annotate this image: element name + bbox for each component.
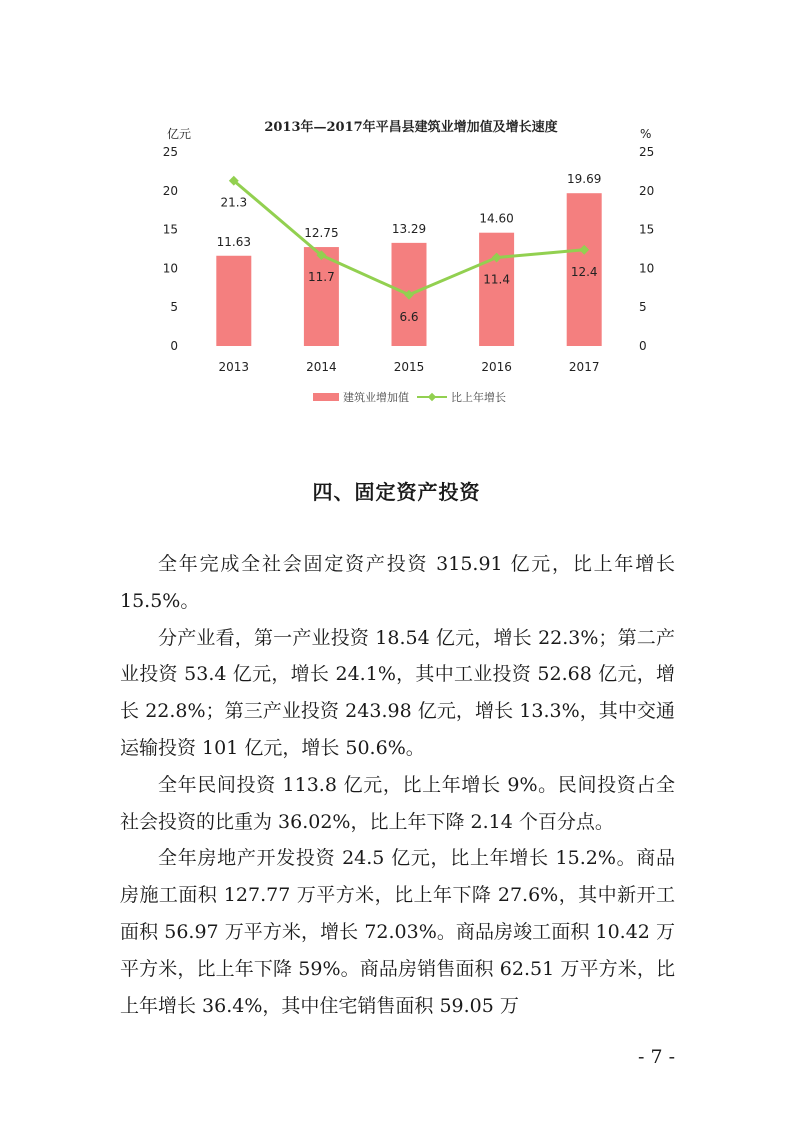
x-tick-label: 2017 <box>568 360 600 374</box>
chart <box>0 0 793 420</box>
x-axis-labels <box>219 360 600 374</box>
paragraph: 全年房地产开发投资 24.5 亿元，比上年增长 15.2%。商品房施工面积 127.77 万平方米，比上年下降 27.6%，其中新开工面积 56.97 万平方米，增长 72.03%。商品房竣工面积 10.42 万平方米，比上年下降 59%。商品房销售面积 62.51 万平方米，比上年增长 36.4%，其中住宅销售面积 59.05 万 <box>120 847 675 1017</box>
line-value-label: 12.4 <box>570 264 598 279</box>
bar-value-label: 19.69 <box>567 172 602 187</box>
right-tick-label: 10 <box>639 261 655 276</box>
left-tick-label: 20 <box>162 183 178 198</box>
bar-value-labels <box>217 172 602 249</box>
chart-title: 2013年—2017年平昌县建筑业增加值及增长速度 <box>264 120 558 135</box>
legend-line-label: 比上年增长 <box>451 391 506 404</box>
paragraph: 分产业看，第一产业投资 18.54 亿元，增长 22.3%；第二产业投资 53.4 亿元，增长 24.1%，其中工业投资 52.68 亿元，增长 22.8%；第三产业投资 243.98 亿元，增长 13.3%，其中交通运输投资 101 亿元，增长 50.6%。 <box>120 626 675 759</box>
right-axis-unit: % <box>640 127 652 141</box>
legend-bar-label: 建筑业增加值 <box>343 391 409 404</box>
bar-value-label: 11.63 <box>216 234 251 249</box>
legend-bar-swatch <box>313 393 339 401</box>
right-tick-label: 5 <box>639 300 647 315</box>
bar <box>479 233 514 346</box>
left-axis-unit: 亿元 <box>167 127 192 141</box>
right-axis-ticks <box>639 145 654 353</box>
bar <box>216 256 251 346</box>
bar-value-label: 12.75 <box>304 226 339 241</box>
line-value-label: 11.4 <box>483 272 510 287</box>
bar-value-label: 14.60 <box>479 211 514 226</box>
line-value-label: 21.3 <box>220 195 248 210</box>
left-tick-label: 5 <box>170 300 178 315</box>
body-text <box>120 546 675 1024</box>
line-value-label: 11.7 <box>308 270 335 285</box>
paragraph: 全年民间投资 113.8 亿元，比上年增长 9%。民间投资占全社会投资的比重为 36.02%，比上年下降 2.14 个百分点。 <box>120 773 675 833</box>
left-tick-label: 10 <box>162 261 178 276</box>
left-axis-ticks <box>163 145 178 353</box>
left-tick-label: 25 <box>162 145 178 159</box>
left-tick-label: 15 <box>162 222 178 237</box>
right-tick-label: 15 <box>639 222 655 237</box>
left-tick-label: 0 <box>170 339 178 353</box>
paragraph: 全年完成全社会固定资产投资 315.91 亿元，比上年增长 15.5%。 <box>120 553 675 612</box>
legend-line-marker <box>428 393 436 401</box>
section-heading: 四、固定资产投资 <box>312 480 481 504</box>
right-tick-label: 20 <box>639 183 655 198</box>
right-tick-label: 0 <box>639 339 647 353</box>
x-tick-label: 2014 <box>306 360 337 374</box>
x-tick-label: 2015 <box>393 360 425 374</box>
x-tick-label: 2016 <box>481 360 512 374</box>
right-tick-label: 25 <box>639 145 655 159</box>
legend <box>313 390 506 404</box>
bar-value-label: 13.29 <box>391 221 427 236</box>
x-tick-label: 2013 <box>218 360 250 374</box>
line-value-label: 6.6 <box>399 309 419 324</box>
page-number: - 7 - <box>637 1046 675 1068</box>
